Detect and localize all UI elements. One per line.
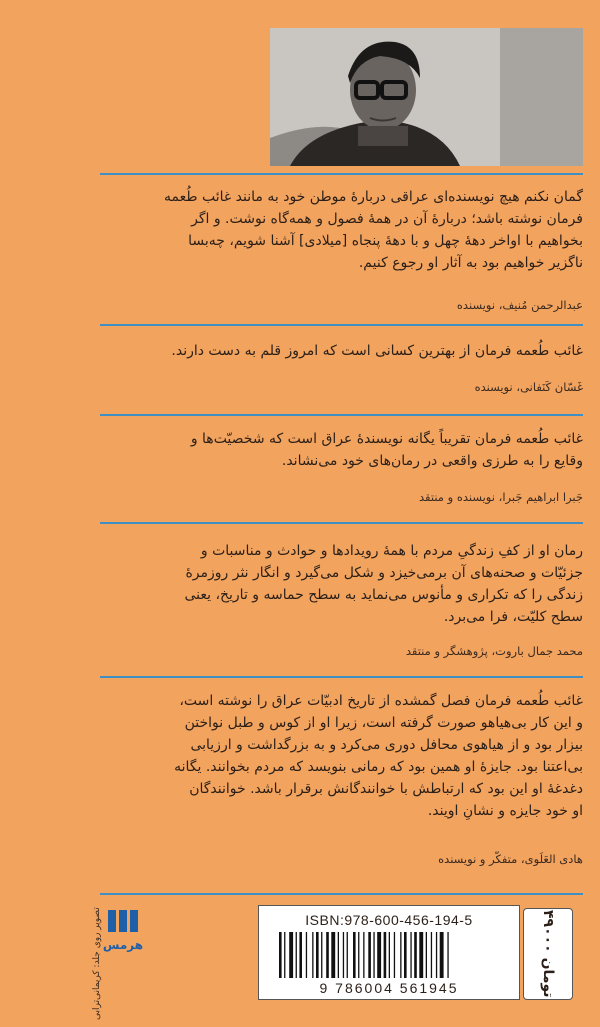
quote-5-author: هادی العَلَوی، متفکّر و نویسنده [438, 852, 583, 866]
publisher-name: هرمس [102, 938, 144, 952]
quote-line: دغدغهٔ او این بود که ارتباطش با خوانندگانش برقرار باشد. خوانندگان [189, 781, 583, 797]
quote-4-author: محمد جمال باروت، پژوهشگر و منتقد [405, 644, 583, 658]
quote-line: بی‌اعتنا بود. جایزهٔ او همین بود که رمانی بنویسد که مردم بخوانند. یگانه [174, 759, 583, 775]
quote-1-author: عبدالرحمن مُنیف، نویسنده [456, 298, 583, 312]
isbn-barcode [258, 905, 520, 1000]
price-label: ۴۹۰۰۰ تومان [540, 910, 556, 998]
quote-line: غائب طُعمه فرمان تقریباً یگانه نویسندهٔ عراق است که شخصیّت‌ها و [190, 431, 583, 447]
isbn-label: ISBN:978-600-456-194-5 [305, 912, 473, 928]
quote-line: بخواهیم با اواخر دههٔ چهل و با دههٔ پنجاه [میلادی] آشنا شویم، چه‌بسا [188, 233, 583, 249]
quote-1 [100, 186, 583, 274]
quote-line: گمان نکنم هیچ نویسنده‌ای عراقی دربارهٔ موطن خود به مانند غائب طُعمه [164, 189, 583, 205]
barcode-digits: 9 786004 561945 [319, 980, 459, 996]
quote-line: رمان او از کفِ زندگیِ مردم با همهٔ رویدادها و حوادث و مناسبات و [200, 543, 583, 559]
quote-line: او خود جایزه و نشانِ اویند. [427, 803, 583, 819]
cover-image-credit: تصویر روی جلد: کریمانی‌ترابی [92, 907, 102, 1020]
quote-line: زندگی را که تکراری و مأنوس می‌نماید به سطح حماسه و تاریخ، یعنی [184, 587, 583, 603]
author-photo [270, 28, 583, 166]
quote-3-author: جَبرا ابراهیم جَبرا، نویسنده و منتقد [419, 490, 583, 504]
quote-line: فرمان نوشته باشد؛ دربارهٔ آن در همهٔ فصول و همه‌گاه نوشت. و اگر [191, 211, 583, 227]
divider-3 [100, 522, 583, 524]
quote-4 [100, 540, 583, 628]
quote-2-author: غَسّان کَنَفانی، نویسنده [474, 380, 583, 394]
quote-line: وقایع را به طرزی واقعی در رمان‌های خود می‌نشاند. [281, 453, 583, 469]
publisher-logo [102, 910, 144, 980]
quote-line: بیزار بود و از هیاهوی محافل دوری می‌کرد و به بزرگداشت و ارزیابی [190, 737, 583, 753]
quote-line: جزئیّات و صحنه‌های آن برمی‌خیزد و شکل می‌گیرد و انگار نثر روزمرهٔ [185, 565, 583, 581]
divider-1 [100, 324, 583, 326]
quote-3 [100, 428, 583, 472]
quote-line: سطح کلیّت، فرا می‌برد. [443, 609, 583, 625]
quote-line: غائب طُعمه فرمان از بهترین کسانی است که امروز قلم به دست دارند. [171, 343, 583, 359]
price-tag [523, 908, 573, 1000]
divider-top [100, 173, 583, 175]
quote-line: ناگزیر خواهیم بود به آثار او رجوع کنیم. [358, 255, 583, 271]
quote-5 [100, 690, 583, 822]
barcode-bars-icon [279, 932, 501, 978]
divider-2 [100, 414, 583, 416]
quote-2 [100, 340, 583, 362]
divider-4 [100, 676, 583, 678]
publisher-logo-icon [102, 910, 144, 932]
author-portrait-image [270, 28, 583, 166]
quote-line: غائب طُعمه فرمان فصل گمشده از تاریخ ادبیّات عراق را نوشته است، [179, 693, 583, 709]
quote-line: و این کار بی‌هیاهو صورت گرفته است، زیرا او از کوس و طبل نواختن [184, 715, 583, 731]
divider-bottom [100, 893, 583, 895]
